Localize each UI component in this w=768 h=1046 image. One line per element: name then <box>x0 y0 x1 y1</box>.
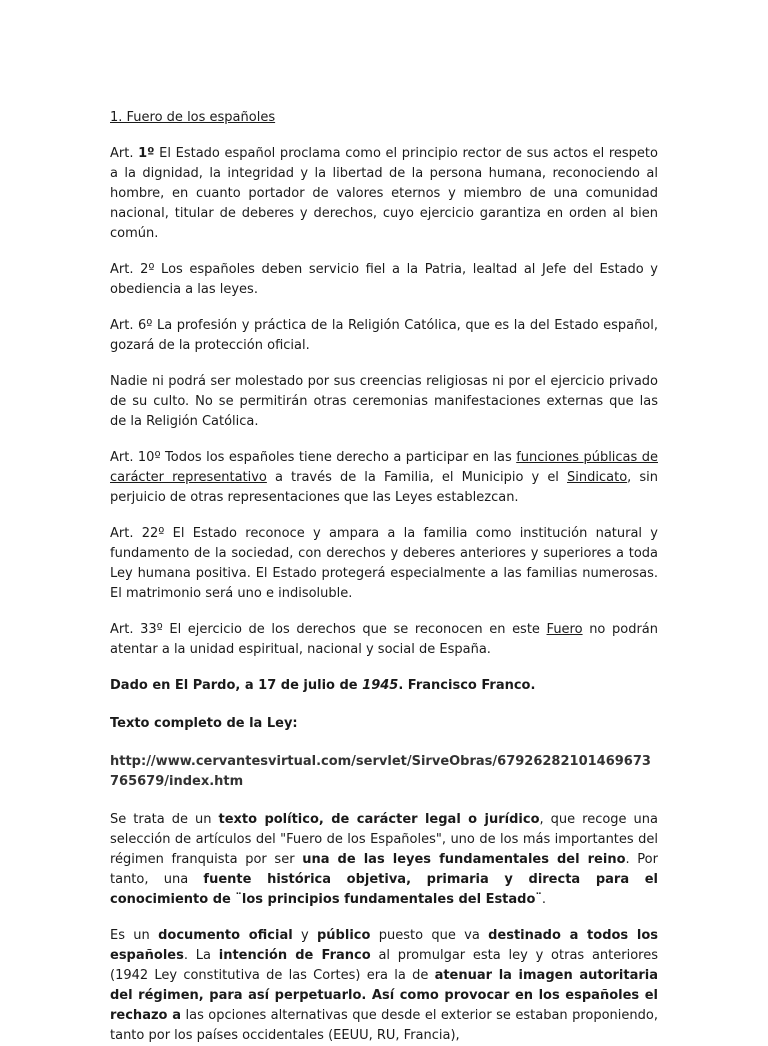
analysis-paragraph-1 <box>110 810 658 910</box>
analysis2-text-4: . La <box>183 948 219 963</box>
full-text-url[interactable]: http://www.cervantesvirtual.com/servlet/SirveObras/67926282101469673765679/index.htm <box>110 754 651 789</box>
analysis-paragraph-2 <box>110 926 658 1046</box>
analysis1-text-1: Se trata de un <box>110 812 219 827</box>
article-10-mid: a través de la Familia, el Municipio y el <box>266 470 568 485</box>
analysis2-bold-3: destinado a todos los españoles <box>110 928 658 963</box>
analysis2-bold-1: documento oficial <box>158 928 293 943</box>
article-33-pre: Art. 33º El ejercicio de los derechos que se reconocen en este <box>110 622 547 637</box>
signature-post: . Francisco Franco. <box>398 678 536 693</box>
analysis2-text-1: Es un <box>110 928 159 943</box>
article-1-number: 1º <box>138 146 155 161</box>
article-2: Art. 2º Los españoles deben servicio fiel a la Patria, lealtad al Jefe del Estado y obediencia a las leyes. <box>110 262 658 297</box>
article-10-post: , sin perjuicio de otras representaciones que las Leyes establezcan. <box>110 470 658 505</box>
link-fuero[interactable]: Fuero <box>546 622 583 637</box>
analysis2-text-5: al promulgar esta ley y otras anteriores (1942 Ley constitutiva de las Cortes) era la de <box>110 948 658 983</box>
article-33 <box>110 620 658 660</box>
article-1 <box>110 144 658 244</box>
article-6-paragraph-2: Nadie ni podrá ser molestado por sus creencias religiosas ni por el ejercicio privado de su culto. No se permitirán otras ceremonias manifestaciones externas que las de la Religión Católica. <box>110 374 658 429</box>
analysis2-text-6: las opciones alternativas que desde el exterior se estaban proponiendo, tanto por los países occidentales (EEUU, RU, Francia), <box>110 1008 658 1043</box>
analysis2-text-2: y <box>292 928 317 943</box>
link-funciones-publicas[interactable]: funciones públicas de carácter representativo <box>110 450 658 485</box>
signature-line <box>110 676 658 696</box>
article-10-pre: Art. 10º Todos los españoles tiene derecho a participar en las <box>110 450 517 465</box>
analysis1-bold-3: fuente histórica objetiva, primaria y directa para el conocimiento de ¨los principios fundamentales del Estado¨ <box>110 872 658 907</box>
article-33-post: no podrán atentar a la unidad espiritual, nacional y social de España. <box>110 622 659 657</box>
analysis2-bold-5: atenuar la imagen autoritaria del régimen, para así perpetuarlo. Así como provocar en los españoles el rechazo a <box>110 968 658 1023</box>
analysis2-bold-4: intención de Franco <box>218 948 371 963</box>
article-6: Art. 6º La profesión y práctica de la Religión Católica, que es la del Estado español, gozará de la protección oficial. <box>110 318 658 353</box>
section-title: 1. Fuero de los españoles <box>110 110 276 125</box>
analysis1-text-3: . Por tanto, una <box>110 852 658 887</box>
analysis1-bold-1: texto político, de carácter legal o jurídico <box>218 812 540 827</box>
signature-pre: Dado en El Pardo, a 17 de julio de <box>110 678 363 693</box>
article-10 <box>110 448 658 508</box>
article-22: Art. 22º El Estado reconoce y ampara a la familia como institución natural y fundamento de la sociedad, con derechos y deberes anteriores y superiores a toda Ley humana positiva. El Estado protegerá especialmente a las familias numerosas. El matrimonio será uno e indisoluble. <box>110 526 658 601</box>
analysis2-text-3: puesto que va <box>370 928 489 943</box>
article-1-label: Art. <box>110 146 139 161</box>
article-1-text: El Estado español proclama como el principio rector de sus actos el respeto a la dignidad, la integridad y la libertad de la persona humana, reconociendo al hombre, en cuanto portador de valores eternos y miembro de una comunidad nacional, titular de deberes y derechos, cuyo ejercicio garantiza en orden al bien común. <box>110 146 658 241</box>
full-text-heading: Texto completo de la Ley: <box>110 716 298 731</box>
analysis2-bold-2: público <box>317 928 371 943</box>
link-sindicato[interactable]: Sindicato <box>567 470 628 485</box>
signature-year: 1945 <box>362 678 399 693</box>
analysis1-text-4: . <box>541 892 547 907</box>
analysis1-text-2: , que recoge una selección de artículos del "Fuero de los Españoles", uno de los más importantes del régimen franquista por ser <box>110 812 658 867</box>
analysis1-bold-2: una de las leyes fundamentales del reino <box>302 852 626 867</box>
